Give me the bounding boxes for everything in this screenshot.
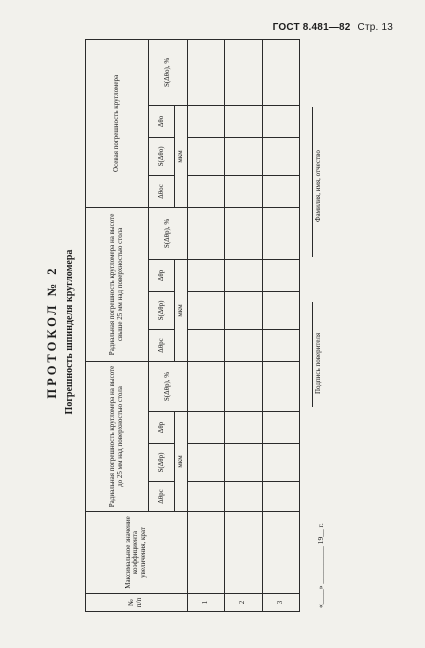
table-cell	[225, 39, 262, 105]
table-cell	[225, 329, 262, 361]
table-cell	[262, 175, 299, 207]
table-cell	[187, 444, 224, 482]
table-row	[262, 39, 299, 611]
table-cell	[225, 291, 262, 329]
protocol-title: ПРОТОКОЛ № 2	[45, 265, 59, 399]
table-cell	[225, 482, 262, 512]
table-row	[225, 39, 262, 611]
table-cell	[225, 105, 262, 137]
table-cell	[262, 105, 299, 137]
table-cell	[262, 412, 299, 444]
table-cell	[187, 137, 224, 175]
unit-label: мкм	[174, 105, 187, 207]
row-number: 2	[225, 594, 262, 612]
table-cell	[262, 482, 299, 512]
table-cell	[187, 105, 224, 137]
page-number: Стр. 13	[357, 22, 393, 33]
subheader: Δθр	[149, 259, 175, 291]
subheader: Δθос	[149, 175, 175, 207]
subheader: Δθрс	[149, 329, 175, 361]
header-axial: Осевая погрешность кругломера	[86, 39, 149, 207]
table-cell	[187, 39, 224, 105]
date-line: «____» __________ 19__ г.	[316, 523, 325, 608]
row-number: 1	[187, 594, 224, 612]
table-cell	[187, 512, 224, 594]
table-cell	[187, 482, 224, 512]
table-cell	[225, 175, 262, 207]
name-line	[312, 107, 313, 257]
rotated-protocol	[20, 52, 390, 612]
table-cell	[187, 329, 224, 361]
protocol-table	[85, 39, 300, 612]
table-cell	[225, 207, 262, 259]
subheader: S(Δθр)	[149, 291, 175, 329]
name-caption: Фамилия, имя, отчество	[314, 150, 322, 222]
table-cell	[225, 259, 262, 291]
header-magnification: Максимальное значение коэффициента увеличения, крат	[86, 512, 188, 594]
table-cell	[187, 259, 224, 291]
table-cell	[262, 361, 299, 411]
table-cell	[262, 259, 299, 291]
subheader: S(Δθо)	[149, 137, 175, 175]
row-number: 3	[262, 594, 299, 612]
signature-caption: Подпись поверителя	[314, 332, 322, 394]
table-cell	[187, 291, 224, 329]
subheader: S(Δθо), %	[149, 39, 187, 105]
subheader: S(Δθр), %	[149, 361, 187, 411]
subheader: Δθрс	[149, 482, 175, 512]
table-cell	[187, 175, 224, 207]
table-cell	[225, 444, 262, 482]
protocol-subtitle: Погрешность шпинделя кругломера	[64, 249, 75, 415]
table-cell	[262, 329, 299, 361]
standard-number: ГОСТ 8.481—82	[272, 22, 351, 33]
table-cell	[262, 444, 299, 482]
header-radial-low: Радиальная погрешность кругломера на высоте до 25 мм над поверхностью стола	[86, 361, 149, 511]
subheader: S(Δθр)	[149, 444, 175, 482]
page-header	[273, 22, 393, 33]
table-cell	[225, 512, 262, 594]
table-cell	[225, 412, 262, 444]
table-cell	[187, 361, 224, 411]
table-cell	[225, 361, 262, 411]
table-cell	[225, 137, 262, 175]
table-cell	[262, 137, 299, 175]
header-row-number: № п/п	[86, 594, 188, 612]
subheader: Δθр	[149, 412, 175, 444]
header-radial-high: Радиальная погрешность кругломера на высоте свыше 25 мм над поверхностью стола	[86, 207, 149, 361]
table-cell	[262, 512, 299, 594]
unit-label: мкм	[174, 412, 187, 512]
table-cell	[262, 207, 299, 259]
table-row	[187, 39, 224, 611]
signature-line	[312, 302, 313, 407]
subheader: S(Δθр), %	[149, 207, 187, 259]
table-cell	[187, 412, 224, 444]
table-cell	[262, 291, 299, 329]
table-cell	[187, 207, 224, 259]
table-cell	[262, 39, 299, 105]
subheader: Δθо	[149, 105, 175, 137]
unit-label: мкм	[174, 259, 187, 361]
